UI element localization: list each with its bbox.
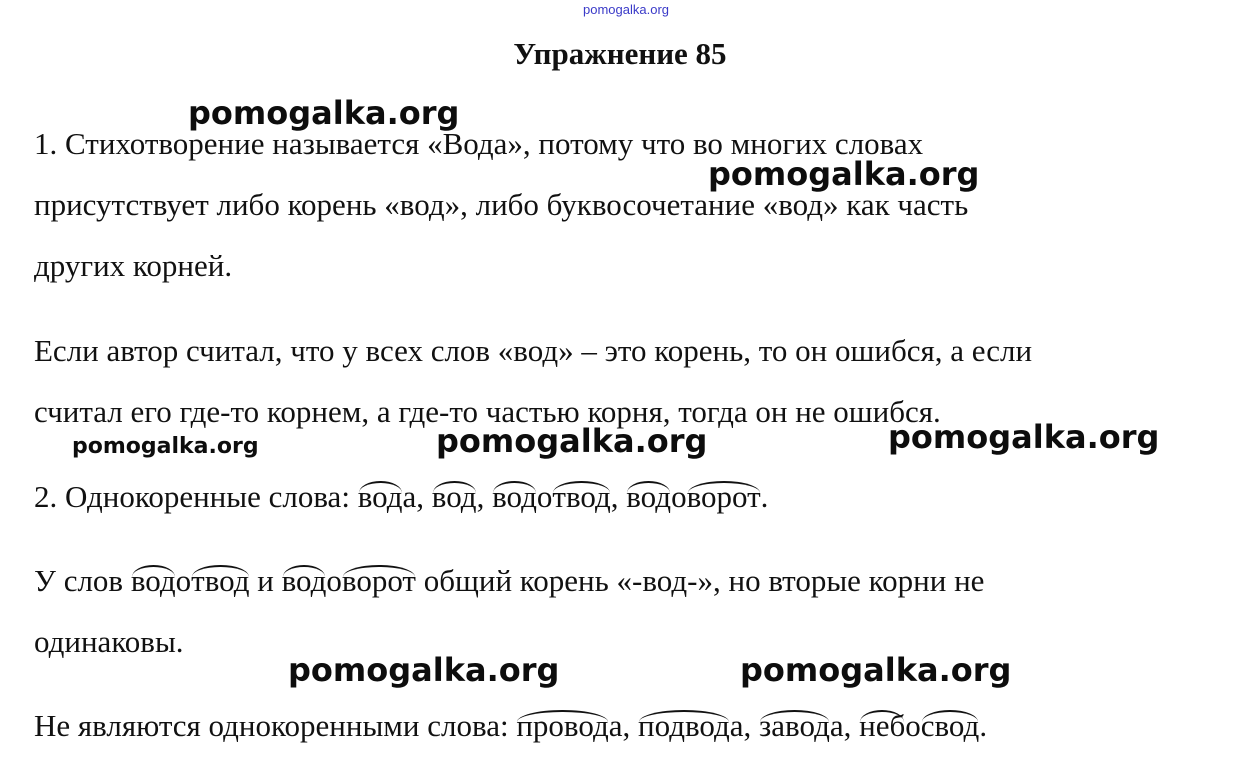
root-vorot: ворот	[341, 563, 416, 598]
watermark: pomogalka.org	[188, 94, 460, 132]
cognates-line: 2. Однокоренные слова: вода, вод, водо твод, водо ворот.	[34, 479, 769, 514]
watermark: pomogalka.org	[740, 651, 1012, 689]
root-vorot: ворот	[686, 479, 761, 514]
cognates-intro: 2. Однокоренные слова:	[34, 479, 358, 514]
site-header-watermark: pomogalka.org	[583, 2, 669, 17]
exercise-title: Упражнение 85	[513, 36, 727, 71]
root-vod: вод	[626, 479, 672, 514]
compare-line-2: одинаковы.	[34, 624, 184, 659]
watermark: pomogalka.org	[888, 418, 1160, 456]
root-tvod: твод	[191, 563, 250, 598]
root-vod: вод	[130, 563, 176, 598]
root-vod: вод	[431, 479, 477, 514]
root-podvod: подвод	[638, 708, 730, 743]
paragraph-2-line-1: Если автор считал, что у всех слов «вод» – это корень, то он ошибся, а если	[34, 333, 1033, 368]
root-svod: свод	[920, 708, 980, 743]
paragraph-1-line-1: 1. Стихотворение называется «Вода», потому что во многих словах	[34, 126, 924, 161]
watermark: pomogalka.org	[288, 651, 560, 689]
root-vod: вод	[357, 479, 403, 514]
compare-line-1: У слов водо твод и водо ворот общий корень «-вод-», но вторые корни не	[34, 563, 985, 598]
watermark: pomogalka.org	[436, 422, 708, 460]
root-zavod: завод	[759, 708, 830, 743]
root-neb: неб	[859, 708, 906, 743]
root-provod: провод	[516, 708, 609, 743]
root-tvod: твод	[552, 479, 611, 514]
paragraph-2-line-2: считал его где-то корнем, а где-то частью корня, тогда он не ошибся.	[34, 394, 941, 429]
paragraph-1-line-3: других корней.	[34, 248, 233, 283]
paragraph-1-line-2: присутствует либо корень «вод», либо буквосочетание «вод» как часть	[34, 187, 969, 222]
root-vod: вод	[281, 563, 327, 598]
watermark: pomogalka.org	[72, 434, 259, 459]
root-vod: вод	[492, 479, 537, 514]
watermark: pomogalka.org	[708, 155, 980, 193]
non-cognates-line: Не являются однокоренными слова: провода, подвода, завода, небо свод.	[34, 708, 988, 743]
